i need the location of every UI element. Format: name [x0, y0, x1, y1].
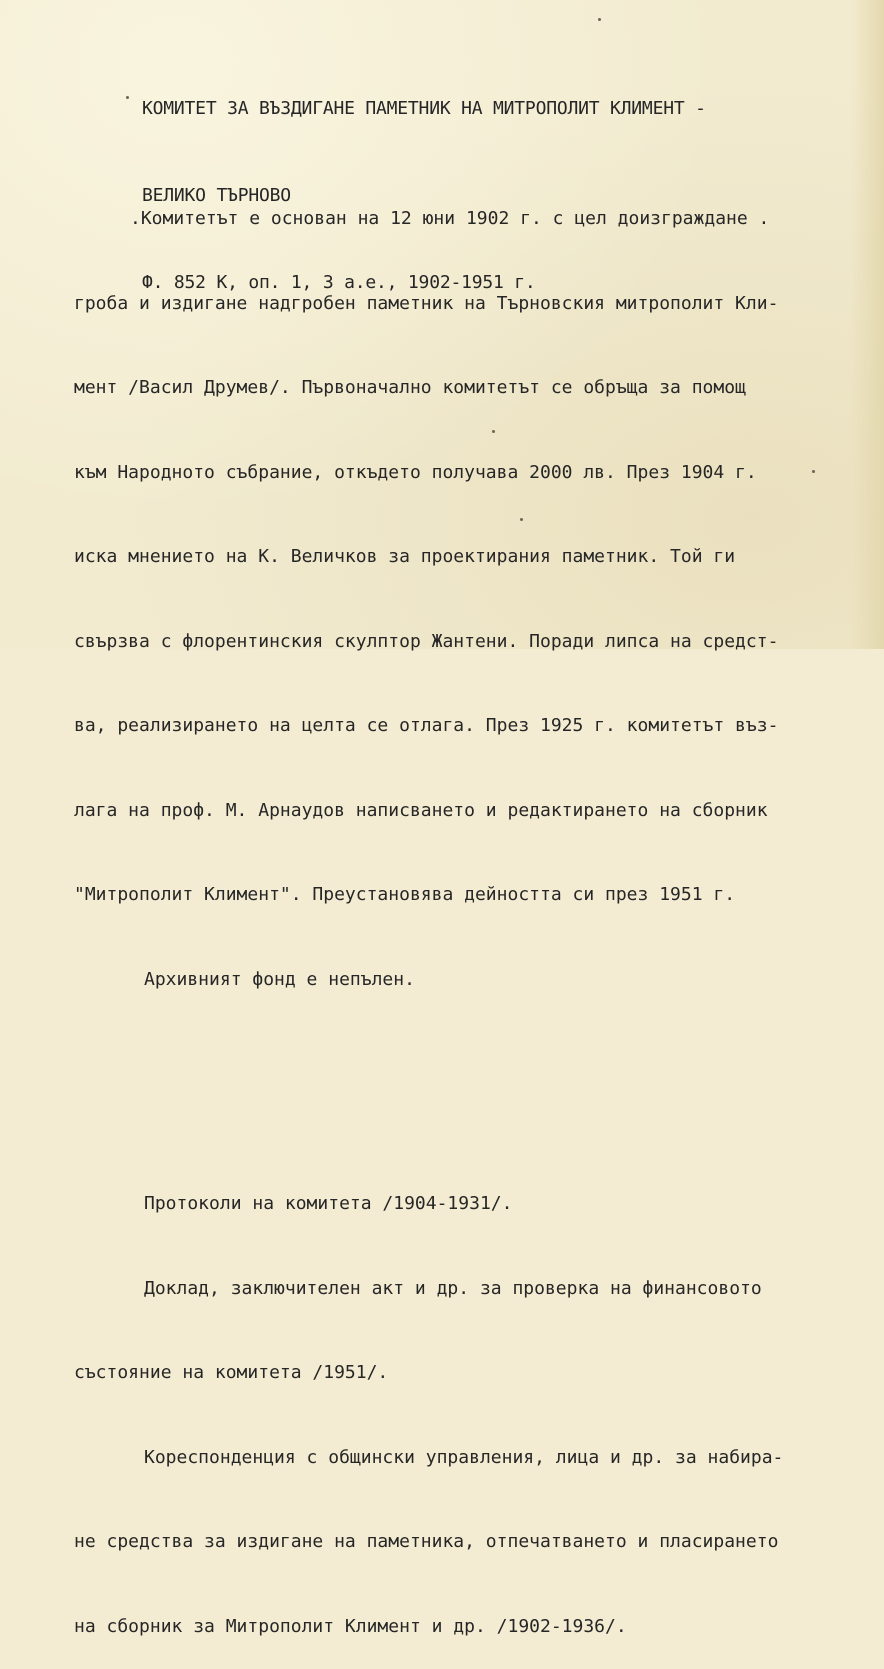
- completeness-note: Архивният фонд е непълен.: [144, 968, 415, 990]
- fond-description: [74, 149, 844, 1669]
- paper-speck: [126, 96, 129, 99]
- header-title-line-1: КОМИТЕТ ЗА ВЪЗДИГАНЕ ПАМЕТНИК НА МИТРОПОЛИТ КЛИМЕНТ -: [142, 98, 706, 119]
- paper-speck: [812, 470, 815, 473]
- history-line: .Комитетът е основан на 12 юни 1902 г. с цел доизграждане .: [130, 208, 770, 229]
- section-gap: [74, 1078, 844, 1106]
- history-line: мент /Васил Друмев/. Първоначално комитетът се обръща за помощ: [74, 377, 746, 398]
- history-line: ва, реализирането на целта се отлага. През 1925 г. комитетът въз-: [74, 715, 779, 736]
- contents-line: Протоколи на комитета /1904-1931/.: [144, 1193, 513, 1214]
- contents-line: не средства за издигане на паметника, отпечатването и пласирането: [74, 1531, 779, 1552]
- paper-speck: [598, 18, 601, 21]
- paper-speck: [520, 518, 523, 521]
- contents-line: Кореспонденция с общински управления, лица и др. за набира-: [144, 1446, 784, 1468]
- contents-line: Доклад, заключителен акт и др. за проверка на финансовото: [144, 1277, 762, 1299]
- history-line: гроба и издигане надгробен паметник на Търновския митрополит Кли-: [74, 292, 779, 314]
- paper-speck: [492, 430, 495, 433]
- header-fond-reference: Ф. 852 К, оп. 1, 3 а.е., 1902-1951 г.: [142, 272, 536, 293]
- contents-line: състояние на комитета /1951/.: [74, 1362, 389, 1383]
- history-line: лага на проф. М. Арнаудов написването и редактирането на сборник: [74, 799, 768, 821]
- page-edge-shadow: [850, 0, 884, 649]
- history-line: към Народното събрание, откъдето получава 2000 лв. През 1904 г.: [74, 461, 757, 483]
- contents-line: на сборник за Митрополит Климент и др. /1902-1936/.: [74, 1615, 627, 1637]
- history-line: свързва с флорентинския скулптор Жантени. Поради липса на средст-: [74, 630, 779, 652]
- header-title-line-2: ВЕЛИКО ТЪРНОВО: [142, 185, 291, 206]
- history-line: "Митрополит Климент". Преустановява дейността си през 1951 г.: [74, 884, 736, 905]
- history-line: иска мнението на К. Величков за проектирания паметник. Той ги: [74, 546, 736, 567]
